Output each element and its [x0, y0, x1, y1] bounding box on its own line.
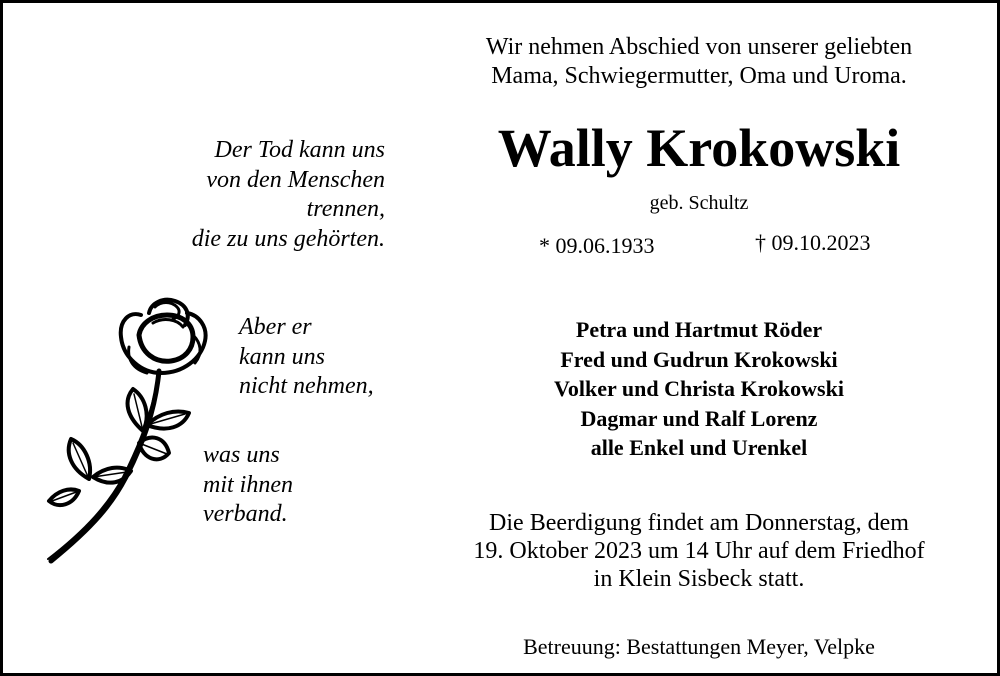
quote-line: die zu uns gehörten. [191, 225, 385, 252]
mourner-item: Fred und Gudrun Krokowski [560, 346, 838, 372]
death-date: † 09.10.2023 [755, 230, 871, 255]
quote-line: von den Menschen [206, 166, 385, 193]
quote-line: mit ihnen [203, 471, 293, 498]
funeral-line: in Klein Sisbeck statt. [593, 566, 805, 592]
deceased-name: Wally Krokowski [497, 118, 901, 178]
intro-line: Wir nehmen Abschied von unserer geliebten [485, 34, 913, 60]
mourner-item: Volker und Christa Krokowski [554, 376, 844, 401]
quote-line: Der Tod kann uns [214, 137, 385, 163]
funeral-home: Betreuung: Bestattungen Meyer, Velpke [523, 634, 875, 659]
funeral-line: Die Beerdigung findet am Donnerstag, dem [489, 510, 909, 536]
quote-line: trennen, [306, 196, 385, 222]
birth-date: * 09.06.1933 [539, 233, 655, 258]
mourner-item: Petra und Hartmut Röder [575, 317, 823, 342]
mourner-item: Dagmar und Ralf Lorenz [580, 405, 818, 431]
funeral-info [435, 509, 963, 593]
quote-line: kann uns [239, 343, 325, 370]
intro-text [435, 33, 963, 91]
rose-icon [43, 293, 223, 568]
intro-line: Mama, Schwiegermutter, Oma und Uroma. [491, 63, 907, 89]
mourner-item: alle Enkel und Urenkel [590, 435, 808, 460]
quote-line: was uns [203, 442, 280, 468]
quote-part-1 [123, 136, 385, 254]
funeral-line: 19. Oktober 2023 um 14 Uhr auf dem Friedhof [473, 538, 925, 564]
quote-line: verband. [203, 501, 288, 527]
quote-line: Aber er [239, 314, 312, 340]
quote-part-2 [239, 313, 374, 402]
mourners-list [435, 315, 963, 463]
quote-line: nicht nehmen, [239, 373, 374, 399]
birth-name: geb. Schultz [649, 192, 749, 214]
